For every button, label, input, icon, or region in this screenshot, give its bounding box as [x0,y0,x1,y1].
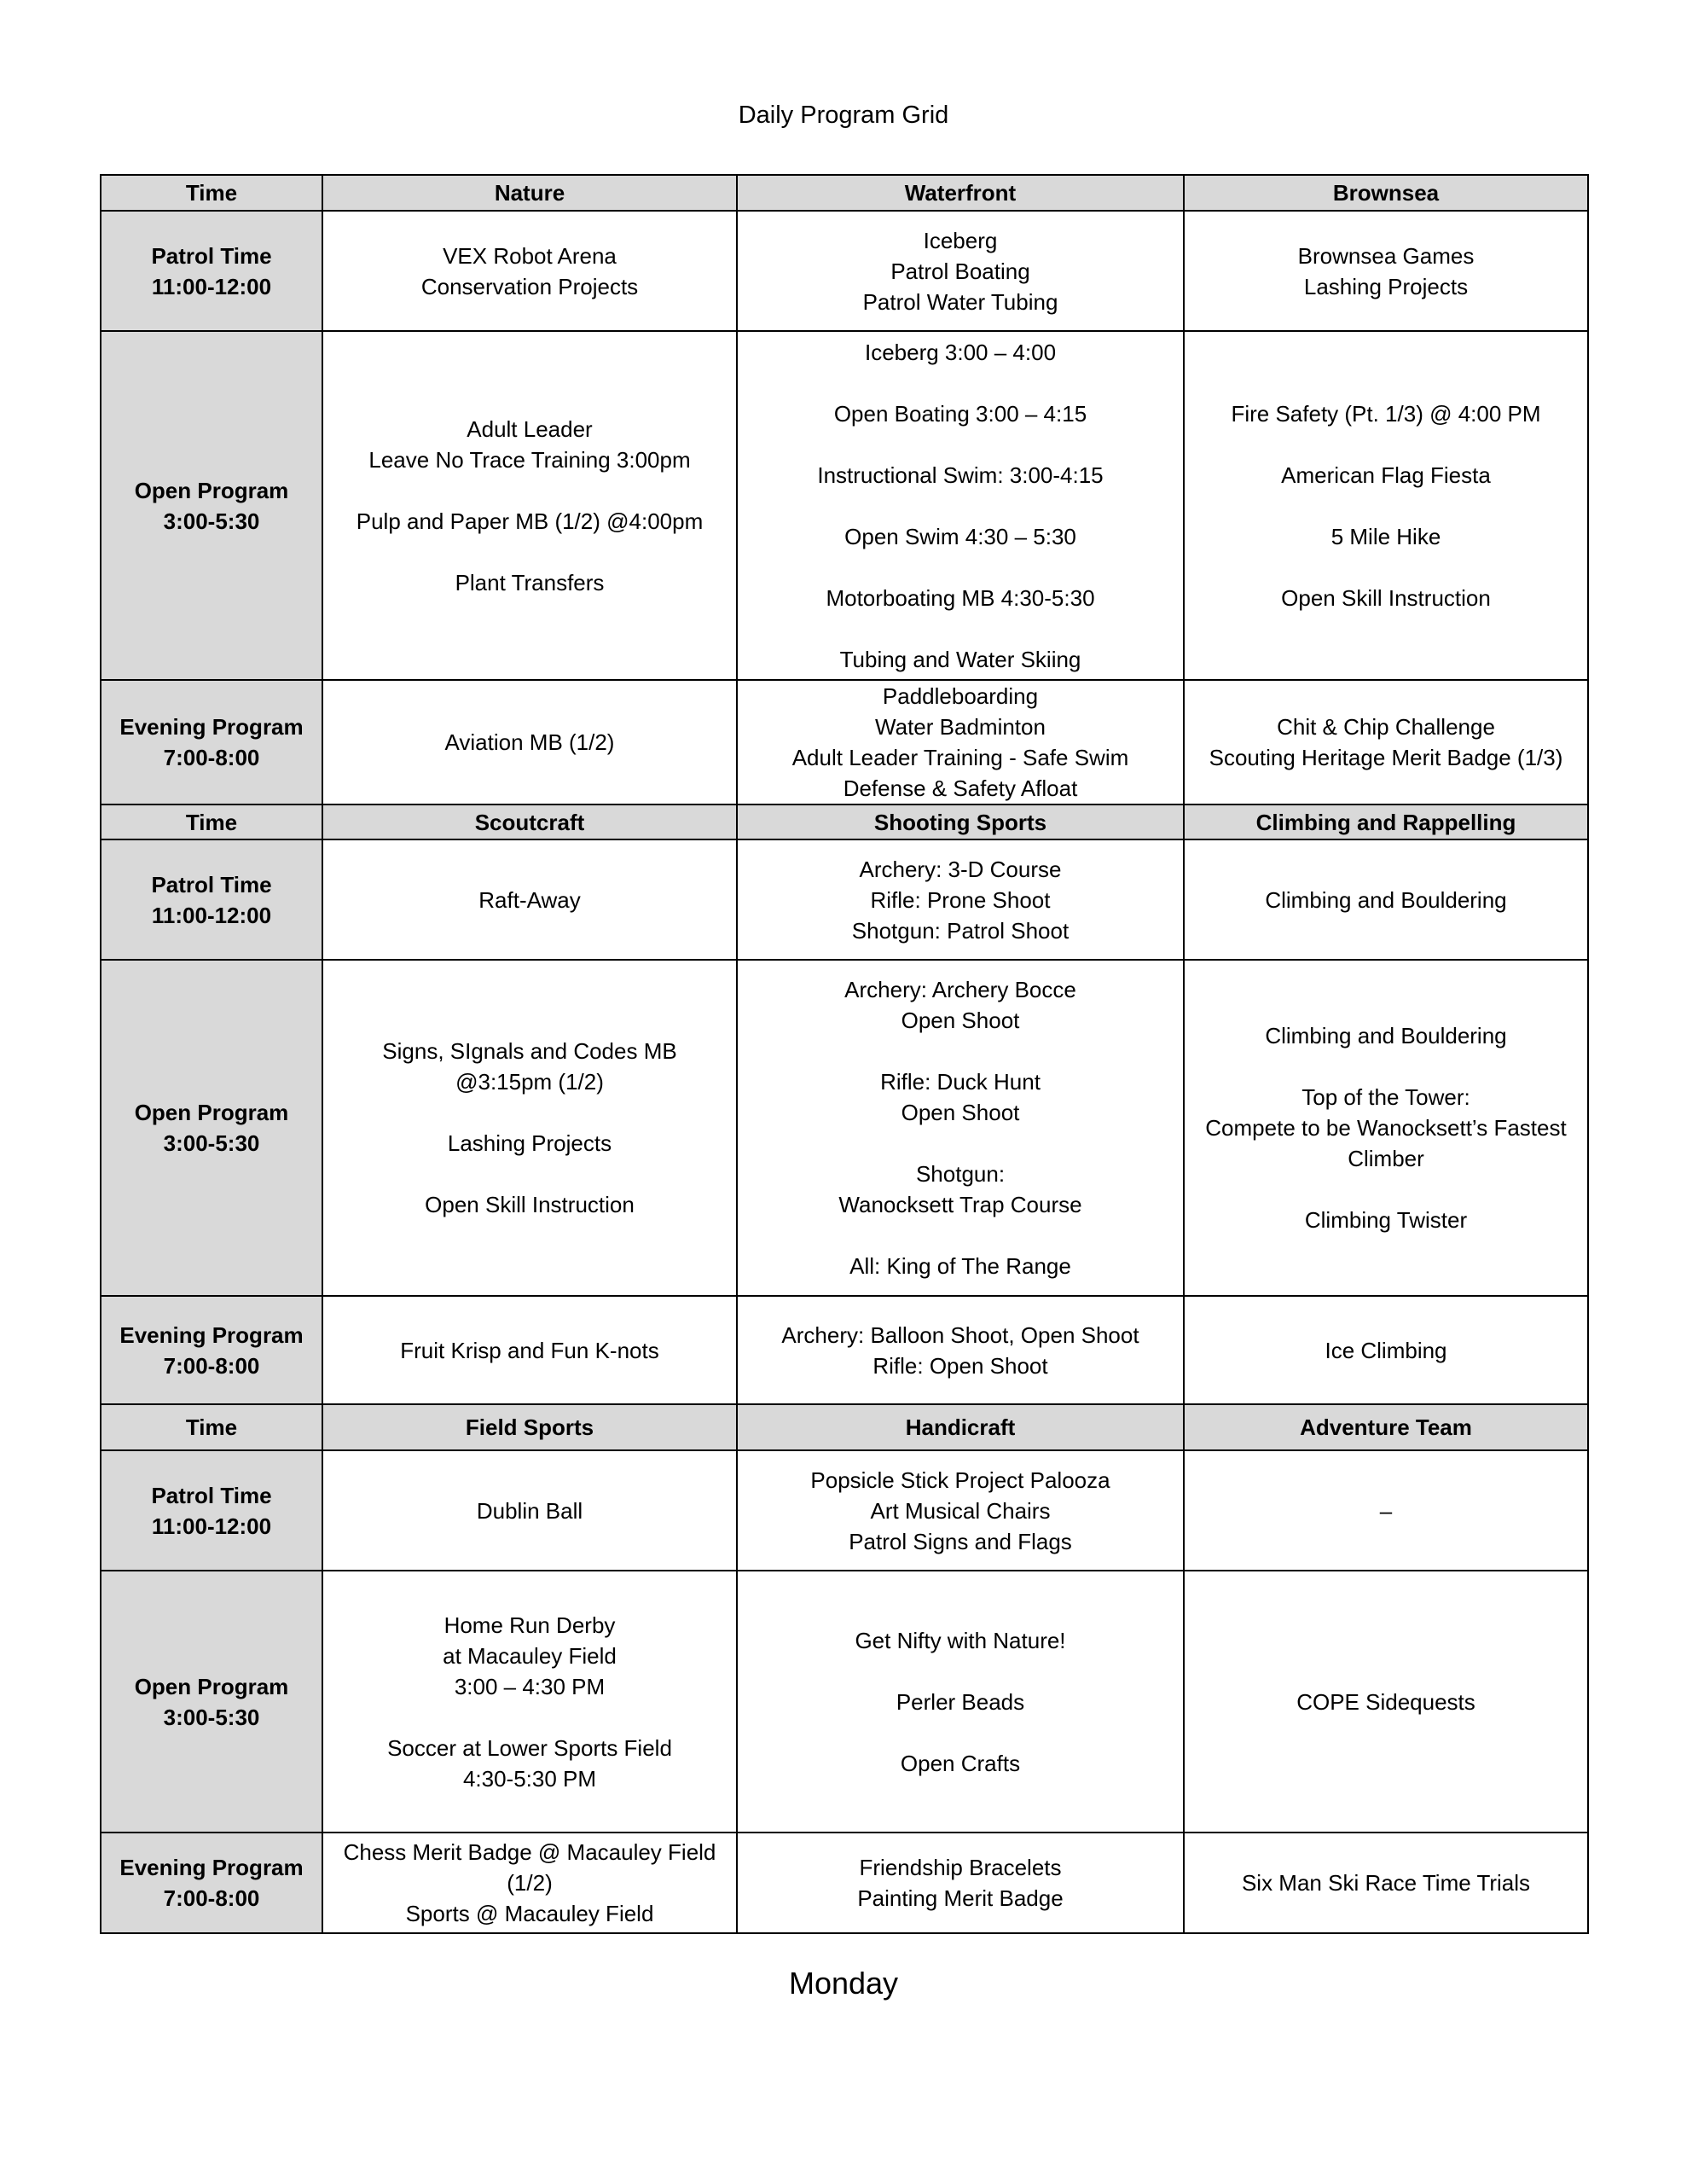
header-row [101,1404,1588,1450]
cell-nature-evening: Aviation MB (1/2) [322,680,737,804]
header-time: Time [101,1404,322,1450]
cell-brownsea-patrol: Brownsea Games Lashing Projects [1184,211,1588,331]
cell-adventure-patrol: – [1184,1450,1588,1571]
cell-adventure-open: COPE Sidequests [1184,1571,1588,1833]
program-grid [100,174,1589,1934]
cell-field-sports-patrol: Dublin Ball [322,1450,737,1571]
cell-handicraft-evening: Friendship Bracelets Painting Merit Badge [737,1833,1184,1933]
cell-nature-patrol: VEX Robot Arena Conservation Projects [322,211,737,331]
page-title: Daily Program Grid [738,102,949,129]
day-label: Monday [788,1966,899,2001]
cell-shooting-patrol: Archery: 3-D Course Rifle: Prone Shoot Shotgun: Patrol Shoot [737,839,1184,960]
cell-brownsea-evening: Chit & Chip Challenge Scouting Heritage Merit Badge (1/3) [1184,680,1588,804]
row-label-evening-program: Evening Program 7:00-8:00 [101,680,322,804]
table-row [101,839,1588,960]
row-label-evening-program: Evening Program 7:00-8:00 [101,1833,322,1933]
row-label-open-program: Open Program 3:00-5:30 [101,1571,322,1833]
row-label-open-program: Open Program 3:00-5:30 [101,331,322,680]
table-row [101,331,1588,680]
cell-climbing-open: Climbing and Bouldering Top of the Tower: Compete to be Wanocksett’s Fastest Climber Climbing Twister [1184,960,1588,1296]
header-scoutcraft: Scoutcraft [322,804,737,839]
cell-scoutcraft-evening: Fruit Krisp and Fun K-nots [322,1296,737,1404]
header-nature: Nature [322,175,737,211]
header-time: Time [101,804,322,839]
table-row [101,1833,1588,1933]
row-label-patrol-time: Patrol Time 11:00-12:00 [101,211,322,331]
table-row [101,1296,1588,1404]
cell-scoutcraft-open: Signs, SIgnals and Codes MB @3:15pm (1/2) Lashing Projects Open Skill Instruction [322,960,737,1296]
cell-handicraft-open: Get Nifty with Nature! Perler Beads Open Crafts [737,1571,1184,1833]
cell-nature-open: Adult Leader Leave No Trace Training 3:00pm Pulp and Paper MB (1/2) @4:00pm Plant Transfers [322,331,737,680]
cell-adventure-evening: Six Man Ski Race Time Trials [1184,1833,1588,1933]
table-row [101,680,1588,804]
header-row [101,175,1588,211]
row-label-patrol-time: Patrol Time 11:00-12:00 [101,839,322,960]
header-brownsea: Brownsea [1184,175,1588,211]
table-row [101,211,1588,331]
cell-waterfront-evening: Paddleboarding Water Badminton Adult Leader Training - Safe Swim Defense & Safety Afloat [737,680,1184,804]
header-waterfront: Waterfront [737,175,1184,211]
header-time: Time [101,175,322,211]
cell-handicraft-patrol: Popsicle Stick Project Palooza Art Musical Chairs Patrol Signs and Flags [737,1450,1184,1571]
table-row [101,960,1588,1296]
table-row [101,1571,1588,1833]
cell-climbing-patrol: Climbing and Bouldering [1184,839,1588,960]
header-adventure-team: Adventure Team [1184,1404,1588,1450]
header-field-sports: Field Sports [322,1404,737,1450]
cell-field-sports-evening: Chess Merit Badge @ Macauley Field (1/2) Sports @ Macauley Field [322,1833,737,1933]
row-label-evening-program: Evening Program 7:00-8:00 [101,1296,322,1404]
row-label-open-program: Open Program 3:00-5:30 [101,960,322,1296]
cell-brownsea-open: Fire Safety (Pt. 1/3) @ 4:00 PM American Flag Fiesta 5 Mile Hike Open Skill Instruction [1184,331,1588,680]
cell-climbing-evening: Ice Climbing [1184,1296,1588,1404]
header-row [101,804,1588,839]
cell-waterfront-open: Iceberg 3:00 – 4:00 Open Boating 3:00 – 4:15 Instructional Swim: 3:00-4:15 Open Swim 4:30 – 5:30 Motorboating MB 4:30-5:30 Tubing and Water Skiing [737,331,1184,680]
row-label-patrol-time: Patrol Time 11:00-12:00 [101,1450,322,1571]
cell-shooting-open: Archery: Archery Bocce Open Shoot Rifle: Duck Hunt Open Shoot Shotgun: Wanocksett Trap Course All: King of The Range [737,960,1184,1296]
header-shooting-sports: Shooting Sports [737,804,1184,839]
cell-waterfront-patrol: Iceberg Patrol Boating Patrol Water Tubing [737,211,1184,331]
table-row [101,1450,1588,1571]
cell-shooting-evening: Archery: Balloon Shoot, Open Shoot Rifle: Open Shoot [737,1296,1184,1404]
header-climbing-rappelling: Climbing and Rappelling [1184,804,1588,839]
header-handicraft: Handicraft [737,1404,1184,1450]
cell-field-sports-open: Home Run Derby at Macauley Field 3:00 – 4:30 PM Soccer at Lower Sports Field 4:30-5:30 PM [322,1571,737,1833]
cell-scoutcraft-patrol: Raft-Away [322,839,737,960]
